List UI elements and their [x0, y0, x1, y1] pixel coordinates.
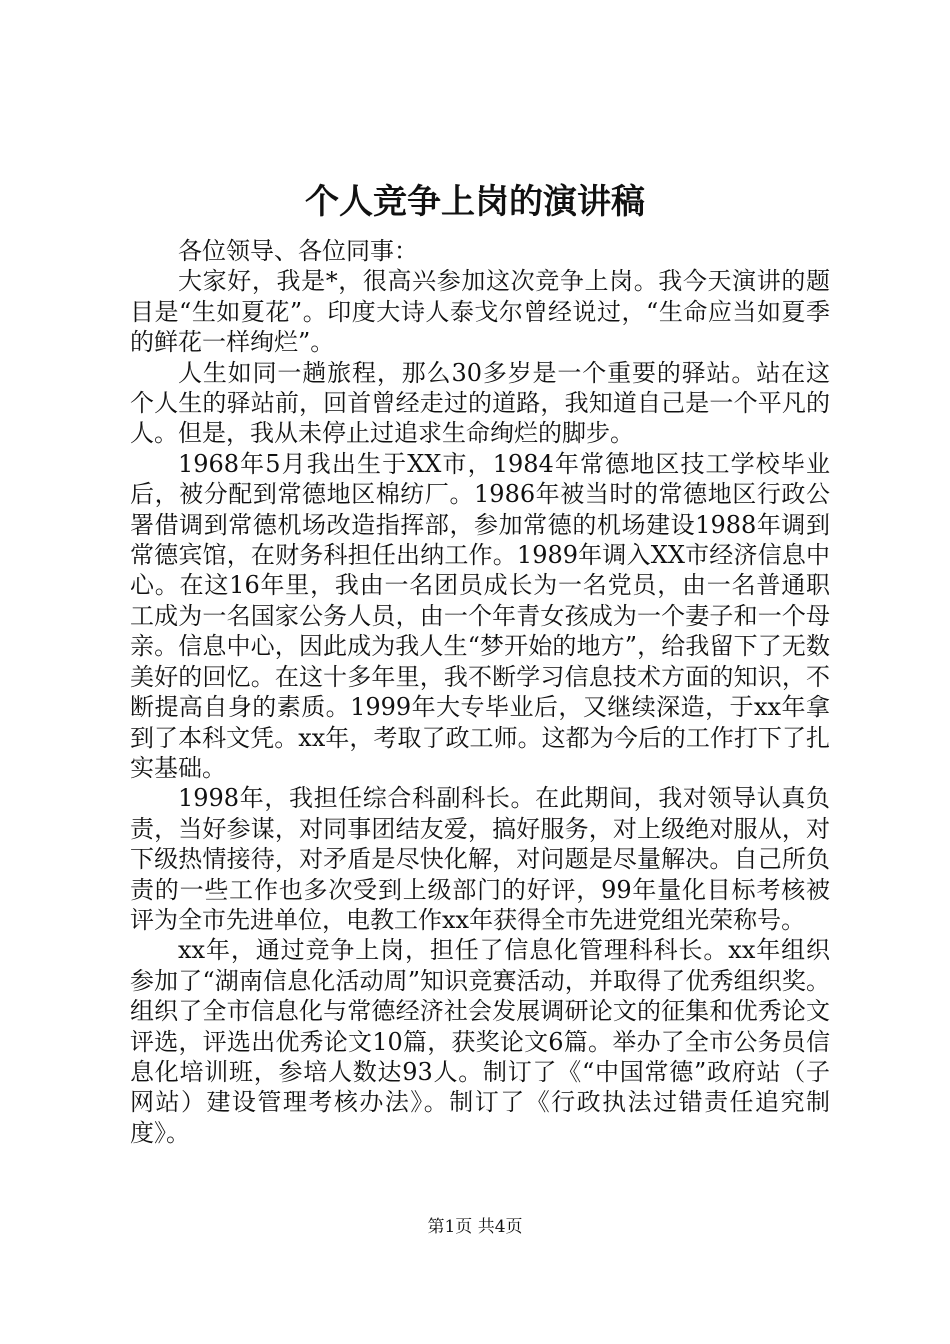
body-paragraph: xx年，通过竞争上岗，担任了信息化管理科科长。xx年组织参加了“湖南信息化活动周”知识竞赛活动，并取得了优秀组织奖。组织了全市信息化与常德经济社会发展调研论文的征集和优秀论文评选，评选出优秀论文10篇，获奖论文6篇。举办了全市公务员信息化培训班，参培人数达93人。制订了《“中国常德”政府站（子网站）建设管理考核办法》。制订了《行政执法过错责任追究制度》。: [130, 936, 830, 1147]
body-paragraph: 大家好，我是*，很高兴参加这次竞争上岗。我今天演讲的题目是“生如夏花”。印度大诗人泰戈尔曾经说过，“生命应当如夏季的鲜花一样绚烂”。: [130, 267, 830, 357]
body-paragraph: 人生如同一趟旅程，那么30多岁是一个重要的驿站。站在这个人生的驿站前，回首曾经走过的道路，我知道自己是一个平凡的人。但是，我从未停止过追求生命绚烂的脚步。: [130, 358, 830, 448]
body-paragraph: 1968年5月我出生于XX市，1984年常德地区技工学校毕业后，被分配到常德地区棉纺厂。1986年被当时的常德地区行政公署借调到常德机场改造指挥部，参加常德的机场建设1988年调到常德宾馆，在财务科担任出纳工作。1989年调入XX市经济信息中心。在这16年里，我由一名团员成长为一名党员，由一名普通职工成为一名国家公务人员，由一个年青女孩成为一个妻子和一个母亲。信息中心，因此成为我人生“梦开始的地方”，给我留下了无数美好的回忆。在这十多年里，我不断学习信息技术方面的知识，不断提高自身的素质。1999年大专毕业后，又继续深造，于xx年拿到了本科文凭。xx年，考取了政工师。这都为今后的工作打下了扎实基础。: [130, 449, 830, 782]
body-paragraph: 1998年，我担任综合科副科长。在此期间，我对领导认真负责，当好参谋，对同事团结友爱，搞好服务，对上级绝对服从，对下级热情接待，对矛盾是尽快化解，对问题是尽量解决。自己所负责的一些工作也多次受到上级部门的好评，99年量化目标考核被评为全市先进单位，电教工作xx年获得全市先进党组光荣称号。: [130, 784, 830, 934]
document-body: [130, 236, 830, 1148]
page-number-footer: 第1页 共4页: [427, 1217, 523, 1237]
salutation-paragraph: 各位领导、各位同事：: [178, 237, 418, 265]
document-title: 个人竞争上岗的演讲稿: [305, 182, 645, 222]
